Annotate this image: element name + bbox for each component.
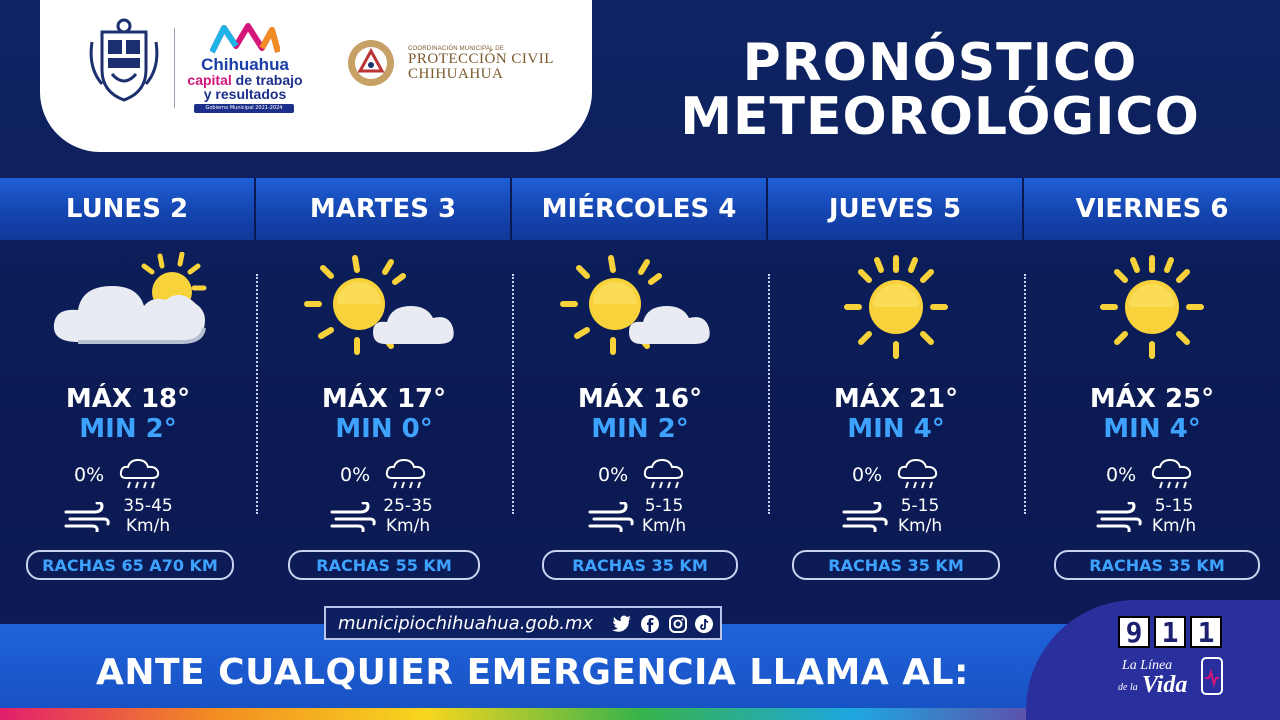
title-line2: METEOROLÓGICO	[680, 87, 1200, 147]
linea-label: La Línea	[1122, 658, 1173, 673]
wind-icon	[1096, 502, 1142, 532]
wind-unit: Km/h	[1151, 516, 1197, 536]
min-temp: MIN 2°	[591, 414, 689, 444]
rain-cloud-icon	[896, 458, 940, 492]
max-temp: MÁX 18°	[65, 384, 191, 414]
facebook-icon[interactable]	[640, 614, 660, 634]
forecast-day-1	[0, 240, 256, 590]
digit-9: 9	[1118, 616, 1150, 648]
day-header-1: LUNES 2	[0, 178, 256, 240]
rain-row	[1024, 458, 1280, 492]
rain-probability: 0%	[852, 464, 883, 486]
instagram-icon[interactable]	[668, 614, 688, 634]
logo-divider	[174, 28, 175, 108]
max-temp: MÁX 16°	[577, 384, 703, 414]
day-header-4: JUEVES 5	[768, 178, 1024, 240]
wind-unit: Km/h	[641, 516, 687, 536]
rain-row	[256, 458, 512, 492]
emergency-number	[1118, 616, 1222, 648]
wind-range: 35-45	[123, 496, 173, 516]
rain-probability: 0%	[1106, 464, 1137, 486]
wind-speed	[1146, 496, 1202, 536]
day-header-5: VIERNES 6	[1024, 178, 1280, 240]
phone-icon	[1200, 656, 1224, 696]
twitter-icon[interactable]	[612, 614, 632, 634]
wind-range: 25-35	[383, 496, 433, 516]
coat-of-arms-icon	[88, 18, 160, 102]
proteccion-civil-logo	[346, 38, 572, 88]
gusts-badge: RACHAS 35 KM	[542, 550, 738, 580]
rain-cloud-icon	[642, 458, 686, 492]
forecast-day-2	[256, 240, 512, 590]
chihuahua-logo-line3: y resultados	[203, 86, 287, 102]
gusts-badge: RACHAS 35 KM	[1054, 550, 1260, 580]
tiktok-icon[interactable]	[694, 614, 714, 634]
min-temp: MIN 0°	[335, 414, 433, 444]
gusts-badge: RACHAS 55 KM	[288, 550, 480, 580]
rain-probability: 0%	[74, 464, 105, 486]
gusts-badge: RACHAS 65 A70 KM	[26, 550, 234, 580]
title-line1: PRONÓSTICO	[742, 33, 1138, 93]
chihuahua-logo-accent: capital	[187, 72, 232, 88]
chihuahua-mountains-icon	[210, 22, 280, 54]
pc-small-label: COORDINACIÓN MUNICIPAL DE	[408, 46, 505, 52]
page-title	[630, 33, 1250, 147]
digit-1: 1	[1154, 616, 1186, 648]
forecast-columns	[0, 240, 1280, 590]
chihuahua-logo-bar: Gobierno Municipal 2021-2024	[194, 104, 294, 113]
rain-row	[512, 458, 768, 492]
wind-row	[0, 496, 256, 540]
pc-line1: PROTECCIÓN CIVIL	[408, 51, 554, 67]
max-temp: MÁX 25°	[1089, 384, 1215, 414]
wind-unit: Km/h	[125, 516, 171, 536]
wind-range: 5-15	[900, 496, 940, 516]
rain-row	[0, 458, 256, 492]
emergency-text: ANTE CUALQUIER EMERGENCIA LLAMA AL:	[96, 652, 969, 693]
proteccion-civil-seal-icon	[346, 38, 396, 88]
website-url[interactable]: municipiochihuahua.gob.mx	[338, 612, 594, 634]
rain-probability: 0%	[340, 464, 371, 486]
min-temp: MIN 4°	[1103, 414, 1201, 444]
sun-cloud-icon	[512, 252, 768, 372]
digit-1-second: 1	[1190, 616, 1222, 648]
forecast-day-4	[768, 240, 1024, 590]
website-box[interactable]	[324, 606, 722, 640]
max-temp: MÁX 21°	[833, 384, 959, 414]
wind-unit: Km/h	[385, 516, 431, 536]
cloud-sun-icon	[0, 252, 256, 372]
pc-line2: CHIHUAHUA	[408, 66, 504, 82]
wind-row	[768, 496, 1024, 540]
sun-icon	[768, 252, 1024, 372]
wind-speed	[376, 496, 440, 536]
gusts-badge: RACHAS 35 KM	[792, 550, 1000, 580]
wind-unit: Km/h	[897, 516, 943, 536]
wind-range: 5-15	[644, 496, 684, 516]
wind-speed	[636, 496, 692, 536]
days-header-band	[0, 178, 1280, 240]
wind-speed	[116, 496, 180, 536]
sun-cloud-icon	[256, 252, 512, 372]
rain-probability: 0%	[598, 464, 629, 486]
forecast-day-5	[1024, 240, 1280, 590]
min-temp: MIN 2°	[79, 414, 177, 444]
vida-label: Vida	[1142, 672, 1188, 698]
wind-icon	[330, 502, 376, 532]
rain-cloud-icon	[1150, 458, 1194, 492]
linea-vida-logo	[1118, 652, 1228, 702]
wind-range: 5-15	[1154, 496, 1194, 516]
day-header-2: MARTES 3	[256, 178, 512, 240]
wind-row	[256, 496, 512, 540]
rain-cloud-icon	[118, 458, 162, 492]
wind-row	[512, 496, 768, 540]
logo-card	[40, 0, 592, 152]
de-la-label: de la	[1118, 682, 1138, 693]
wind-icon	[64, 502, 110, 532]
wind-row	[1024, 496, 1280, 540]
wind-icon	[588, 502, 634, 532]
sun-icon	[1024, 252, 1280, 372]
max-temp: MÁX 17°	[321, 384, 447, 414]
forecast-day-3	[512, 240, 768, 590]
chihuahua-logo	[186, 22, 304, 114]
chihuahua-logo-line1: Chihuahua	[201, 55, 289, 74]
wind-speed	[892, 496, 948, 536]
wind-icon	[842, 502, 888, 532]
min-temp: MIN 4°	[847, 414, 945, 444]
rain-cloud-icon	[384, 458, 428, 492]
chihuahua-logo-line2: de trabajo	[231, 72, 303, 88]
day-header-3: MIÉRCOLES 4	[512, 178, 768, 240]
rain-row	[768, 458, 1024, 492]
